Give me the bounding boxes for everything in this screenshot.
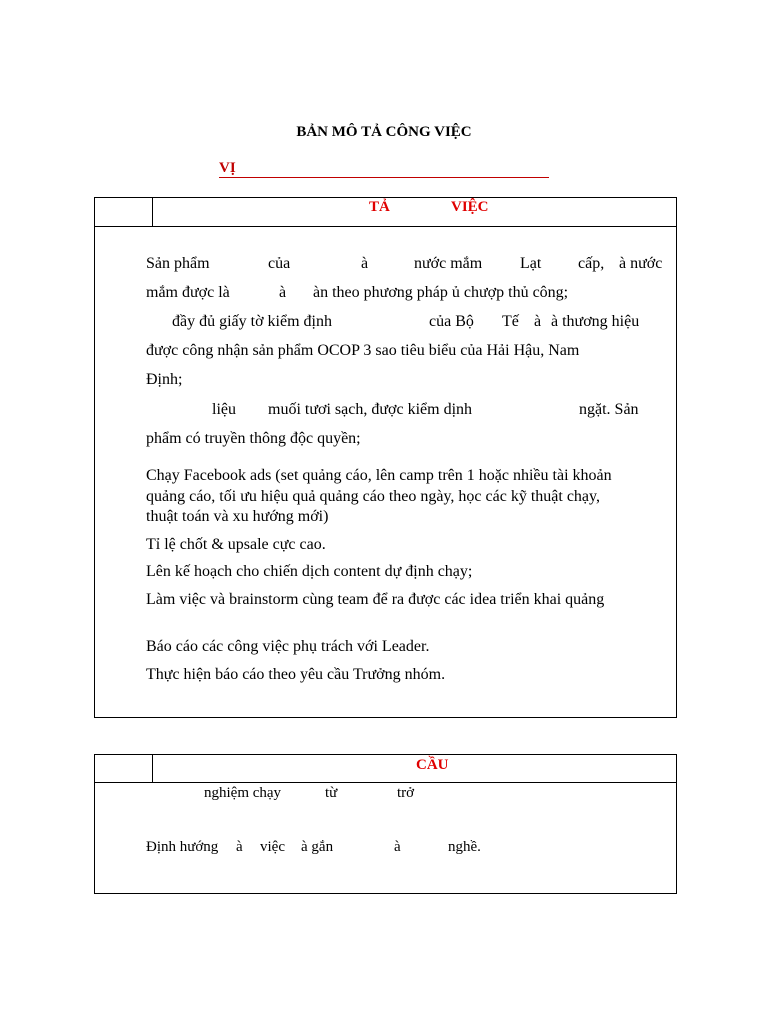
text-fragment: à nước bbox=[619, 255, 663, 272]
list-item: Lên kế hoạch cho chiến dịch content dự định chạy; bbox=[146, 563, 473, 580]
list-item: Tỉ lệ chốt & upsale cực cao. bbox=[146, 536, 326, 553]
list-item: Làm việc và brainstorm cùng team để ra được các idea triển khai quảng bbox=[146, 591, 605, 608]
text-fragment: liệu bbox=[212, 401, 236, 418]
list-item: thuật toán và xu hướng mới) bbox=[146, 508, 329, 525]
text-fragment: nước mắm bbox=[414, 255, 483, 272]
text-line: được công nhận sản phẩm OCOP 3 sao tiêu biểu của Hải Hậu, Nam bbox=[146, 342, 580, 359]
job-description-header-cell-divider bbox=[152, 197, 153, 226]
text-fragment: mắm được là bbox=[146, 284, 230, 301]
position-underline bbox=[219, 177, 549, 178]
text-fragment: muối tươi sạch, được kiểm dịnh bbox=[268, 401, 473, 418]
document-title: BẢN MÔ TẢ CÔNG VIỆC bbox=[296, 124, 472, 140]
job-description-header-left: TẢ bbox=[369, 199, 390, 215]
text-fragment: cấp, bbox=[578, 255, 605, 272]
job-description-header-divider bbox=[94, 226, 677, 227]
text-fragment: àn theo phương pháp ủ chượp thủ công; bbox=[313, 284, 569, 301]
text-fragment: Định hướng bbox=[146, 839, 219, 855]
requirements-header-cell-divider bbox=[152, 754, 153, 782]
position-label: VỊ bbox=[219, 160, 236, 176]
requirements-header-divider bbox=[94, 782, 677, 783]
text-fragment: của Bộ bbox=[429, 313, 474, 330]
list-item: quảng cáo, tối ưu hiệu quả quảng cáo theo ngày, học các kỹ thuật chạy, bbox=[146, 488, 600, 505]
list-item: Báo cáo các công việc phụ trách với Leader. bbox=[146, 638, 430, 655]
text-fragment: nghiệm chạy bbox=[204, 785, 282, 801]
requirements-box bbox=[94, 754, 677, 894]
text-fragment: đầy đủ giấy tờ kiểm định bbox=[172, 313, 332, 330]
text-fragment: à bbox=[236, 839, 243, 855]
text-fragment: à gắn bbox=[301, 839, 334, 855]
text-fragment: à bbox=[361, 255, 369, 272]
text-fragment: nghề. bbox=[448, 839, 481, 855]
text-fragment: à bbox=[279, 284, 287, 301]
list-item: Chạy Facebook ads (set quảng cáo, lên camp trên 1 hoặc nhiều tài khoản bbox=[146, 467, 612, 484]
text-line: Định; bbox=[146, 371, 183, 388]
text-line: phẩm có truyền thông độc quyền; bbox=[146, 430, 361, 447]
text-fragment: Sản phẩm bbox=[146, 255, 210, 272]
text-fragment: việc bbox=[260, 839, 285, 855]
list-item: Thực hiện báo cáo theo yêu cầu Trưởng nhóm. bbox=[146, 666, 446, 683]
text-fragment: trở bbox=[397, 785, 415, 801]
text-fragment: của bbox=[268, 255, 291, 272]
requirements-header: CẦU bbox=[416, 757, 449, 773]
job-description-header-right: VIỆC bbox=[451, 199, 489, 215]
text-fragment: Lạt bbox=[520, 255, 542, 272]
text-fragment: à bbox=[394, 839, 401, 855]
text-fragment: từ bbox=[325, 785, 338, 801]
text-fragment: ngặt. Sản bbox=[579, 401, 639, 418]
text-fragment: Tế bbox=[502, 313, 519, 330]
text-fragment: à bbox=[534, 313, 542, 330]
text-fragment: à thương hiệu bbox=[551, 313, 640, 330]
